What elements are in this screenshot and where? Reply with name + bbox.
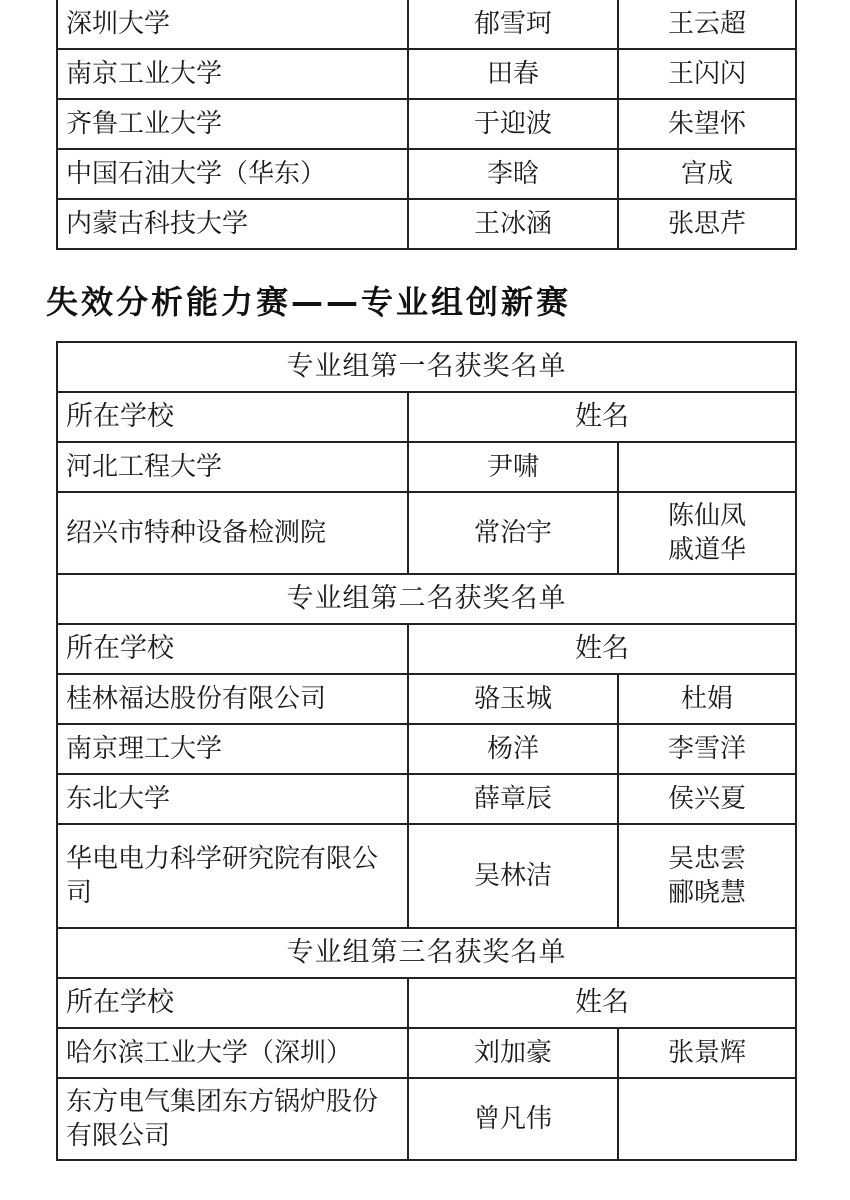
school-cell: 齐鲁工业大学	[57, 99, 408, 149]
name-line: 郦晓慧	[668, 878, 747, 908]
school-cell: 南京理工大学	[57, 724, 408, 774]
school-cell: 东北大学	[57, 774, 408, 824]
table-row	[57, 49, 796, 99]
table-row	[57, 1028, 796, 1078]
name-cell-multi	[618, 824, 796, 928]
school-cell: 哈尔滨工业大学（深圳）	[57, 1028, 408, 1078]
table-row	[57, 442, 796, 492]
name-cell: 尹啸	[408, 442, 618, 492]
name-cell: 张思芹	[618, 199, 796, 249]
column-header-row	[57, 392, 796, 442]
name-line: 戚道华	[668, 535, 747, 565]
table-row	[57, 1078, 796, 1160]
name-cell: 朱望怀	[618, 99, 796, 149]
group-heading: 专业组第三名获奖名单	[57, 928, 796, 978]
group-heading-row	[57, 928, 796, 978]
name-cell: 常治宇	[408, 492, 618, 574]
section-title: 失效分析能力赛——专业组创新赛	[46, 283, 572, 321]
name-cell	[618, 1078, 796, 1160]
school-column-header: 所在学校	[57, 624, 408, 674]
name-column-header: 姓名	[408, 392, 796, 442]
name-line: 吴忠雲	[668, 844, 747, 874]
name-cell: 张景辉	[618, 1028, 796, 1078]
group-heading-row	[57, 342, 796, 392]
group-heading: 专业组第一名获奖名单	[57, 342, 796, 392]
group-heading: 专业组第二名获奖名单	[57, 574, 796, 624]
name-cell: 杨洋	[408, 724, 618, 774]
table-row	[57, 0, 796, 49]
table-row	[57, 149, 796, 199]
name-cell: 侯兴夏	[618, 774, 796, 824]
name-cell: 骆玉城	[408, 674, 618, 724]
professional-group-results-table	[56, 341, 797, 1161]
column-header-row	[57, 978, 796, 1028]
name-cell: 王冰涵	[408, 199, 618, 249]
column-header-row	[57, 624, 796, 674]
name-cell: 李雪洋	[618, 724, 796, 774]
school-column-header: 所在学校	[57, 978, 408, 1028]
table-row	[57, 492, 796, 574]
name-cell: 曾凡伟	[408, 1078, 618, 1160]
school-cell: 河北工程大学	[57, 442, 408, 492]
school-cell: 深圳大学	[57, 0, 408, 49]
table-row	[57, 99, 796, 149]
name-cell	[618, 442, 796, 492]
name-cell: 王云超	[618, 0, 796, 49]
name-line: 陈仙凤	[668, 501, 747, 531]
name-cell: 李晗	[408, 149, 618, 199]
name-cell: 田春	[408, 49, 618, 99]
school-cell: 南京工业大学	[57, 49, 408, 99]
table-row	[57, 724, 796, 774]
school-cell: 绍兴市特种设备检测院	[57, 492, 408, 574]
name-cell: 郁雪珂	[408, 0, 618, 49]
name-cell-multi	[618, 492, 796, 574]
name-cell: 吴林洁	[408, 824, 618, 928]
school-cell: 华电电力科学研究院有限公司	[57, 824, 408, 928]
name-cell: 刘加豪	[408, 1028, 618, 1078]
table-row	[57, 199, 796, 249]
school-cell: 中国石油大学（华东）	[57, 149, 408, 199]
table-row	[57, 774, 796, 824]
school-column-header: 所在学校	[57, 392, 408, 442]
table-row	[57, 824, 796, 928]
table-row	[57, 674, 796, 724]
name-column-header: 姓名	[408, 978, 796, 1028]
name-cell: 王闪闪	[618, 49, 796, 99]
name-cell: 于迎波	[408, 99, 618, 149]
name-cell: 薛章辰	[408, 774, 618, 824]
name-cell: 宫成	[618, 149, 796, 199]
top-results-table	[56, 0, 797, 250]
school-cell: 桂林福达股份有限公司	[57, 674, 408, 724]
school-cell: 东方电气集团东方锅炉股份有限公司	[57, 1078, 408, 1160]
group-heading-row	[57, 574, 796, 624]
name-cell: 杜娟	[618, 674, 796, 724]
name-column-header: 姓名	[408, 624, 796, 674]
school-cell: 内蒙古科技大学	[57, 199, 408, 249]
